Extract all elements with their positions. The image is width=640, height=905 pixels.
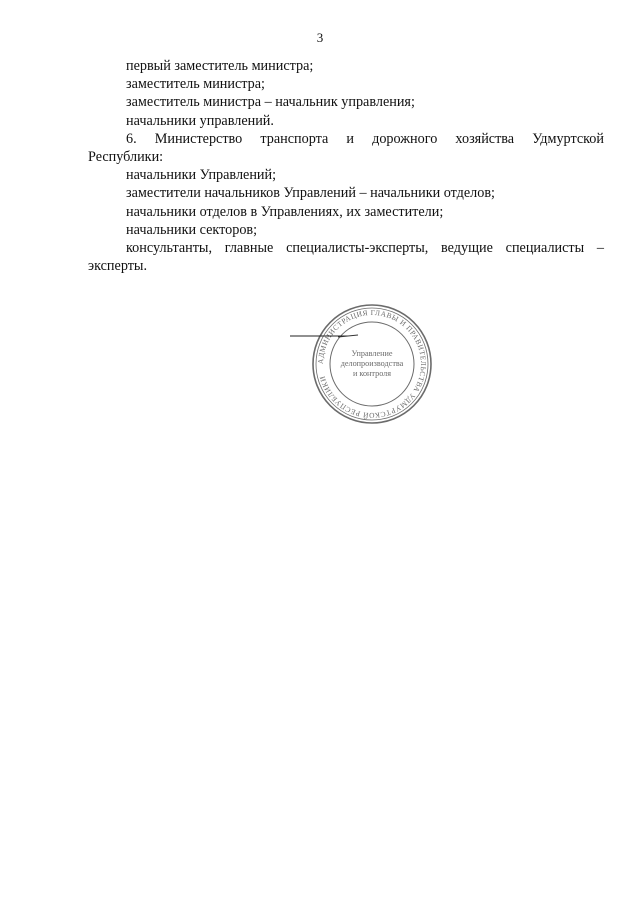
list-item: заместитель министра; xyxy=(126,76,265,93)
list-item: заместитель министра – начальник управления; xyxy=(126,94,415,111)
list-item: начальники отделов в Управлениях, их заместители; xyxy=(126,203,444,220)
seal-inner-text-line: и контроля xyxy=(352,369,392,378)
list-item: начальники секторов; xyxy=(126,221,258,238)
list-item: заместители начальников Управлений – начальники отделов; xyxy=(126,185,495,202)
seal-inner-text-line: делопроизводства xyxy=(340,359,404,368)
list-item: первый заместитель министра; xyxy=(126,58,314,74)
page-number: 3 xyxy=(316,30,324,45)
list-item: начальники Управлений; xyxy=(126,167,277,184)
list-item-continuation: эксперты. xyxy=(88,258,148,275)
seal-ink xyxy=(313,305,431,423)
official-seal xyxy=(290,304,440,424)
section-heading: 6. Министерство транспорта и дорожного хозяйства Удмуртской xyxy=(126,130,604,147)
seal-graphic xyxy=(290,304,440,424)
seal-inner-text-line: Управление xyxy=(351,349,393,358)
document-body xyxy=(88,57,604,275)
section-heading-continuation: Республики: xyxy=(88,149,164,166)
list-item: консультанты, главные специалисты-эксперты, ведущие специалисты – xyxy=(126,240,604,257)
seal-ring-text: АДМИНИСТРАЦИЯ ГЛАВЫ И ПРАВИТЕЛЬСТВА УДМУРТСКОЙ РЕСПУБЛИКИ xyxy=(315,307,429,421)
list-item: начальники управлений. xyxy=(126,112,274,129)
